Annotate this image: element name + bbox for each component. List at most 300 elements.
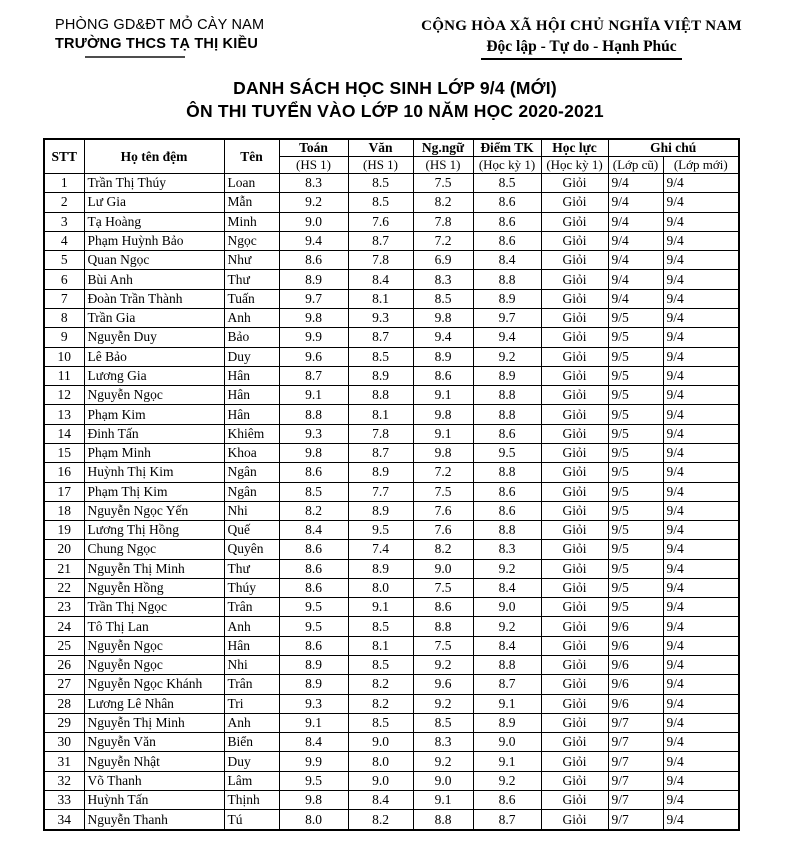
table-row (44, 501, 739, 520)
cell-ho-ten-dem: Huỳnh Tấn (84, 791, 224, 810)
cell-ng-ngu: 9.8 (413, 405, 473, 424)
table-row (44, 810, 739, 830)
cell-toan: 9.6 (279, 347, 348, 366)
cell-ng-ngu: 6.9 (413, 251, 473, 270)
cell-lop-cu: 9/7 (608, 791, 663, 810)
cell-hoc-luc: Giỏi (541, 713, 608, 732)
cell-ng-ngu: 8.8 (413, 810, 473, 830)
cell-lop-moi: 9/4 (663, 347, 739, 366)
cell-toan: 8.0 (279, 810, 348, 830)
cell-ho-ten-dem: Võ Thanh (84, 771, 224, 790)
cell-diem-tk: 9.2 (473, 617, 541, 636)
cell-ng-ngu: 9.8 (413, 443, 473, 462)
cell-toan: 9.0 (279, 212, 348, 231)
cell-ho-ten-dem: Nguyễn Ngọc Yến (84, 501, 224, 520)
cell-hoc-luc: Giỏi (541, 733, 608, 752)
cell-lop-cu: 9/5 (608, 501, 663, 520)
cell-lop-moi: 9/4 (663, 752, 739, 771)
cell-diem-tk: 8.3 (473, 540, 541, 559)
cell-lop-moi: 9/4 (663, 771, 739, 790)
document-title-line1: DANH SÁCH HỌC SINH LỚP 9/4 (MỚI) (233, 78, 557, 98)
cell-ho-ten-dem: Lê Bảo (84, 347, 224, 366)
table-row (44, 193, 739, 212)
cell-lop-moi: 9/4 (663, 598, 739, 617)
table-row (44, 713, 739, 732)
cell-ho-ten-dem: Quan Ngọc (84, 251, 224, 270)
cell-diem-tk: 8.8 (473, 656, 541, 675)
cell-hoc-luc: Giỏi (541, 174, 608, 193)
cell-van: 9.3 (348, 308, 413, 327)
cell-hoc-luc: Giỏi (541, 559, 608, 578)
cell-ng-ngu: 8.6 (413, 598, 473, 617)
subheader-diemtk-hocky1: (Học kỳ 1) (473, 157, 541, 174)
cell-hoc-luc: Giỏi (541, 636, 608, 655)
cell-ng-ngu: 8.2 (413, 193, 473, 212)
cell-ho-ten-dem: Nguyễn Ngọc (84, 386, 224, 405)
table-row (44, 270, 739, 289)
table-row (44, 386, 739, 405)
cell-hoc-luc: Giỏi (541, 675, 608, 694)
cell-lop-cu: 9/5 (608, 521, 663, 540)
cell-toan: 8.9 (279, 675, 348, 694)
col-header-ghi-chu: Ghi chú (608, 139, 739, 157)
cell-lop-moi: 9/4 (663, 366, 739, 385)
cell-van: 8.0 (348, 752, 413, 771)
table-row (44, 617, 739, 636)
student-list-table (43, 138, 740, 831)
cell-lop-cu: 9/4 (608, 289, 663, 308)
cell-ng-ngu: 8.3 (413, 733, 473, 752)
cell-hoc-luc: Giỏi (541, 386, 608, 405)
cell-hoc-luc: Giỏi (541, 270, 608, 289)
table-row (44, 308, 739, 327)
cell-diem-tk: 8.7 (473, 810, 541, 830)
cell-stt: 13 (44, 405, 84, 424)
cell-diem-tk: 9.0 (473, 733, 541, 752)
cell-lop-cu: 9/7 (608, 771, 663, 790)
cell-stt: 27 (44, 675, 84, 694)
cell-ng-ngu: 9.1 (413, 791, 473, 810)
cell-toan: 9.9 (279, 328, 348, 347)
cell-stt: 28 (44, 694, 84, 713)
cell-ho-ten-dem: Bùi Anh (84, 270, 224, 289)
cell-lop-cu: 9/7 (608, 733, 663, 752)
cell-toan: 8.6 (279, 251, 348, 270)
cell-ng-ngu: 9.2 (413, 656, 473, 675)
cell-hoc-luc: Giỏi (541, 540, 608, 559)
document-title (0, 77, 790, 123)
cell-toan: 8.6 (279, 463, 348, 482)
cell-van: 8.5 (348, 174, 413, 193)
cell-lop-moi: 9/4 (663, 328, 739, 347)
cell-ng-ngu: 7.8 (413, 212, 473, 231)
cell-diem-tk: 9.1 (473, 694, 541, 713)
cell-lop-cu: 9/5 (608, 559, 663, 578)
cell-toan: 9.1 (279, 386, 348, 405)
cell-toan: 9.8 (279, 791, 348, 810)
cell-stt: 9 (44, 328, 84, 347)
cell-van: 7.8 (348, 424, 413, 443)
cell-lop-cu: 9/4 (608, 174, 663, 193)
cell-van: 8.4 (348, 791, 413, 810)
cell-ho-ten-dem: Nguyễn Ngọc (84, 656, 224, 675)
cell-lop-moi: 9/4 (663, 559, 739, 578)
cell-stt: 11 (44, 366, 84, 385)
cell-hoc-luc: Giỏi (541, 617, 608, 636)
national-header-block (421, 16, 742, 60)
table-row (44, 656, 739, 675)
cell-hoc-luc: Giỏi (541, 289, 608, 308)
cell-ten: Quế (224, 521, 279, 540)
org-school: TRƯỜNG THCS TẠ THỊ KIỀU (55, 36, 258, 52)
cell-ten: Loan (224, 174, 279, 193)
cell-toan: 9.5 (279, 771, 348, 790)
cell-lop-cu: 9/4 (608, 193, 663, 212)
cell-van: 8.1 (348, 405, 413, 424)
cell-van: 8.7 (348, 443, 413, 462)
cell-stt: 33 (44, 791, 84, 810)
cell-ho-ten-dem: Lương Lê Nhân (84, 694, 224, 713)
cell-stt: 30 (44, 733, 84, 752)
cell-diem-tk: 9.2 (473, 347, 541, 366)
cell-lop-cu: 9/5 (608, 328, 663, 347)
cell-lop-moi: 9/4 (663, 540, 739, 559)
cell-toan: 8.2 (279, 501, 348, 520)
cell-diem-tk: 8.9 (473, 366, 541, 385)
cell-toan: 9.9 (279, 752, 348, 771)
cell-diem-tk: 8.6 (473, 231, 541, 250)
cell-hoc-luc: Giỏi (541, 405, 608, 424)
cell-lop-moi: 9/4 (663, 482, 739, 501)
cell-van: 9.1 (348, 598, 413, 617)
cell-ten: Hân (224, 386, 279, 405)
cell-van: 8.9 (348, 366, 413, 385)
cell-diem-tk: 8.8 (473, 521, 541, 540)
cell-stt: 23 (44, 598, 84, 617)
cell-ten: Hân (224, 636, 279, 655)
cell-van: 8.5 (348, 713, 413, 732)
cell-ho-ten-dem: Phạm Huỳnh Bảo (84, 231, 224, 250)
table-row (44, 694, 739, 713)
cell-stt: 24 (44, 617, 84, 636)
col-header-ten: Tên (224, 139, 279, 174)
cell-van: 8.7 (348, 328, 413, 347)
cell-stt: 12 (44, 386, 84, 405)
table-row (44, 771, 739, 790)
cell-van: 7.7 (348, 482, 413, 501)
table-header (44, 139, 739, 174)
cell-lop-cu: 9/6 (608, 656, 663, 675)
cell-stt: 19 (44, 521, 84, 540)
cell-lop-cu: 9/4 (608, 231, 663, 250)
subheader-van-hs1: (HS 1) (348, 157, 413, 174)
table-row (44, 675, 739, 694)
cell-diem-tk: 9.0 (473, 598, 541, 617)
cell-stt: 5 (44, 251, 84, 270)
cell-ho-ten-dem: Nguyễn Nhật (84, 752, 224, 771)
cell-ng-ngu: 8.5 (413, 713, 473, 732)
cell-van: 8.1 (348, 289, 413, 308)
cell-stt: 10 (44, 347, 84, 366)
cell-diem-tk: 8.6 (473, 482, 541, 501)
cell-van: 8.4 (348, 270, 413, 289)
table-row (44, 443, 739, 462)
cell-lop-cu: 9/4 (608, 251, 663, 270)
cell-van: 8.7 (348, 231, 413, 250)
cell-ng-ngu: 7.2 (413, 231, 473, 250)
cell-ng-ngu: 8.9 (413, 347, 473, 366)
header-row-main (44, 139, 739, 157)
table-body (44, 174, 739, 831)
table-row (44, 231, 739, 250)
cell-lop-moi: 9/4 (663, 463, 739, 482)
document-title-line2: ÔN THI TUYỂN VÀO LỚP 10 NĂM HỌC 2020-2021 (186, 101, 604, 121)
cell-toan: 8.7 (279, 366, 348, 385)
cell-lop-cu: 9/5 (608, 578, 663, 597)
cell-hoc-luc: Giỏi (541, 501, 608, 520)
cell-lop-cu: 9/5 (608, 405, 663, 424)
cell-hoc-luc: Giỏi (541, 443, 608, 462)
cell-ho-ten-dem: Nguyễn Thị Minh (84, 559, 224, 578)
cell-ten: Minh (224, 212, 279, 231)
cell-ng-ngu: 9.2 (413, 694, 473, 713)
cell-lop-cu: 9/5 (608, 443, 663, 462)
cell-ten: Nhi (224, 656, 279, 675)
cell-ho-ten-dem: Tạ Hoàng (84, 212, 224, 231)
cell-van: 8.2 (348, 694, 413, 713)
cell-lop-cu: 9/5 (608, 347, 663, 366)
cell-lop-cu: 9/7 (608, 810, 663, 830)
cell-van: 7.4 (348, 540, 413, 559)
cell-hoc-luc: Giỏi (541, 212, 608, 231)
cell-stt: 29 (44, 713, 84, 732)
cell-lop-cu: 9/5 (608, 482, 663, 501)
cell-hoc-luc: Giỏi (541, 791, 608, 810)
cell-lop-cu: 9/5 (608, 308, 663, 327)
cell-lop-cu: 9/5 (608, 540, 663, 559)
cell-ten: Hân (224, 366, 279, 385)
cell-ho-ten-dem: Nguyễn Ngọc (84, 636, 224, 655)
table-row (44, 328, 739, 347)
cell-toan: 8.4 (279, 521, 348, 540)
cell-van: 8.1 (348, 636, 413, 655)
cell-lop-moi: 9/4 (663, 656, 739, 675)
cell-ng-ngu: 9.8 (413, 308, 473, 327)
cell-stt: 25 (44, 636, 84, 655)
cell-lop-cu: 9/5 (608, 598, 663, 617)
cell-van: 8.5 (348, 193, 413, 212)
cell-ten: Duy (224, 752, 279, 771)
cell-lop-cu: 9/4 (608, 270, 663, 289)
cell-lop-moi: 9/4 (663, 521, 739, 540)
cell-ng-ngu: 9.2 (413, 752, 473, 771)
table-row (44, 636, 739, 655)
cell-toan: 9.1 (279, 713, 348, 732)
cell-lop-moi: 9/4 (663, 636, 739, 655)
cell-van: 8.0 (348, 578, 413, 597)
cell-ng-ngu: 8.6 (413, 366, 473, 385)
cell-diem-tk: 8.4 (473, 636, 541, 655)
cell-van: 9.0 (348, 771, 413, 790)
subheader-ngngu-hs1: (HS 1) (413, 157, 473, 174)
cell-lop-moi: 9/4 (663, 810, 739, 830)
cell-ho-ten-dem: Chung Ngọc (84, 540, 224, 559)
cell-lop-moi: 9/4 (663, 251, 739, 270)
cell-ng-ngu: 7.5 (413, 578, 473, 597)
cell-van: 8.9 (348, 501, 413, 520)
cell-ng-ngu: 9.6 (413, 675, 473, 694)
cell-lop-cu: 9/5 (608, 386, 663, 405)
cell-ten: Thịnh (224, 791, 279, 810)
col-header-diem-tk: Điểm TK (473, 139, 541, 157)
cell-stt: 4 (44, 231, 84, 250)
cell-van: 8.9 (348, 463, 413, 482)
cell-ho-ten-dem: Nguyễn Ngọc Khánh (84, 675, 224, 694)
cell-ten: Tri (224, 694, 279, 713)
cell-lop-moi: 9/4 (663, 308, 739, 327)
cell-ho-ten-dem: Phạm Kim (84, 405, 224, 424)
cell-toan: 9.4 (279, 231, 348, 250)
cell-van: 8.9 (348, 559, 413, 578)
table-row (44, 559, 739, 578)
cell-van: 8.5 (348, 656, 413, 675)
cell-ng-ngu: 8.3 (413, 270, 473, 289)
cell-ten: Trân (224, 675, 279, 694)
cell-ten: Nhi (224, 501, 279, 520)
col-header-hoc-luc: Học lực (541, 139, 608, 157)
cell-ho-ten-dem: Lương Thị Hồng (84, 521, 224, 540)
table-row (44, 347, 739, 366)
cell-lop-moi: 9/4 (663, 231, 739, 250)
cell-lop-moi: 9/4 (663, 675, 739, 694)
cell-ng-ngu: 9.1 (413, 386, 473, 405)
cell-diem-tk: 9.2 (473, 559, 541, 578)
cell-lop-cu: 9/6 (608, 675, 663, 694)
cell-diem-tk: 8.8 (473, 386, 541, 405)
cell-lop-moi: 9/4 (663, 405, 739, 424)
subheader-hocluc-hocky1: (Học kỳ 1) (541, 157, 608, 174)
cell-toan: 8.5 (279, 482, 348, 501)
cell-stt: 21 (44, 559, 84, 578)
cell-lop-moi: 9/4 (663, 212, 739, 231)
cell-hoc-luc: Giỏi (541, 347, 608, 366)
table-row (44, 733, 739, 752)
cell-hoc-luc: Giỏi (541, 308, 608, 327)
cell-diem-tk: 8.8 (473, 270, 541, 289)
cell-ten: Tú (224, 810, 279, 830)
table-row (44, 366, 739, 385)
cell-ng-ngu: 9.1 (413, 424, 473, 443)
cell-lop-moi: 9/4 (663, 713, 739, 732)
cell-hoc-luc: Giỏi (541, 752, 608, 771)
cell-toan: 9.5 (279, 617, 348, 636)
cell-toan: 8.6 (279, 540, 348, 559)
cell-diem-tk: 9.7 (473, 308, 541, 327)
table-row (44, 791, 739, 810)
cell-ten: Duy (224, 347, 279, 366)
cell-van: 8.5 (348, 617, 413, 636)
cell-ten: Trân (224, 598, 279, 617)
cell-hoc-luc: Giỏi (541, 366, 608, 385)
cell-toan: 9.2 (279, 193, 348, 212)
cell-hoc-luc: Giỏi (541, 771, 608, 790)
cell-ten: Bảo (224, 328, 279, 347)
cell-lop-cu: 9/5 (608, 424, 663, 443)
cell-ten: Thúy (224, 578, 279, 597)
cell-toan: 9.5 (279, 598, 348, 617)
cell-stt: 20 (44, 540, 84, 559)
table-row (44, 463, 739, 482)
cell-hoc-luc: Giỏi (541, 193, 608, 212)
cell-diem-tk: 8.7 (473, 675, 541, 694)
cell-lop-moi: 9/4 (663, 174, 739, 193)
cell-ten: Anh (224, 617, 279, 636)
cell-ten: Anh (224, 308, 279, 327)
cell-hoc-luc: Giỏi (541, 482, 608, 501)
cell-ho-ten-dem: Nguyễn Thị Minh (84, 713, 224, 732)
cell-hoc-luc: Giỏi (541, 328, 608, 347)
cell-stt: 2 (44, 193, 84, 212)
subheader-lop-cu: (Lớp cũ) (608, 157, 663, 174)
cell-diem-tk: 8.9 (473, 713, 541, 732)
cell-hoc-luc: Giỏi (541, 578, 608, 597)
cell-lop-moi: 9/4 (663, 386, 739, 405)
cell-diem-tk: 8.6 (473, 193, 541, 212)
subheader-toan-hs1: (HS 1) (279, 157, 348, 174)
cell-lop-moi: 9/4 (663, 791, 739, 810)
cell-ng-ngu: 9.0 (413, 559, 473, 578)
cell-ho-ten-dem: Lư Gia (84, 193, 224, 212)
cell-ng-ngu: 9.0 (413, 771, 473, 790)
cell-diem-tk: 8.9 (473, 289, 541, 308)
col-header-van: Văn (348, 139, 413, 157)
cell-lop-moi: 9/4 (663, 733, 739, 752)
cell-lop-moi: 9/4 (663, 424, 739, 443)
col-header-stt: STT (44, 139, 84, 174)
cell-diem-tk: 9.4 (473, 328, 541, 347)
cell-lop-cu: 9/5 (608, 366, 663, 385)
cell-ng-ngu: 8.8 (413, 617, 473, 636)
table-row (44, 251, 739, 270)
cell-stt: 6 (44, 270, 84, 289)
cell-lop-cu: 9/6 (608, 694, 663, 713)
col-header-toan: Toán (279, 139, 348, 157)
cell-stt: 17 (44, 482, 84, 501)
cell-ho-ten-dem: Tô Thị Lan (84, 617, 224, 636)
cell-hoc-luc: Giỏi (541, 463, 608, 482)
cell-ng-ngu: 8.5 (413, 289, 473, 308)
cell-lop-moi: 9/4 (663, 289, 739, 308)
cell-ng-ngu: 7.6 (413, 521, 473, 540)
national-motto-line2: Độc lập - Tự do - Hạnh Phúc (481, 37, 681, 60)
cell-ng-ngu: 8.2 (413, 540, 473, 559)
cell-diem-tk: 8.8 (473, 463, 541, 482)
cell-lop-moi: 9/4 (663, 617, 739, 636)
cell-stt: 3 (44, 212, 84, 231)
cell-ng-ngu: 7.6 (413, 501, 473, 520)
cell-diem-tk: 8.4 (473, 578, 541, 597)
org-block (55, 16, 264, 58)
cell-lop-moi: 9/4 (663, 270, 739, 289)
cell-ho-ten-dem: Huỳnh Thị Kim (84, 463, 224, 482)
cell-ten: Như (224, 251, 279, 270)
cell-ho-ten-dem: Đoàn Trần Thành (84, 289, 224, 308)
cell-toan: 8.9 (279, 656, 348, 675)
cell-stt: 31 (44, 752, 84, 771)
cell-lop-cu: 9/7 (608, 752, 663, 771)
cell-van: 8.2 (348, 810, 413, 830)
cell-van: 8.5 (348, 347, 413, 366)
